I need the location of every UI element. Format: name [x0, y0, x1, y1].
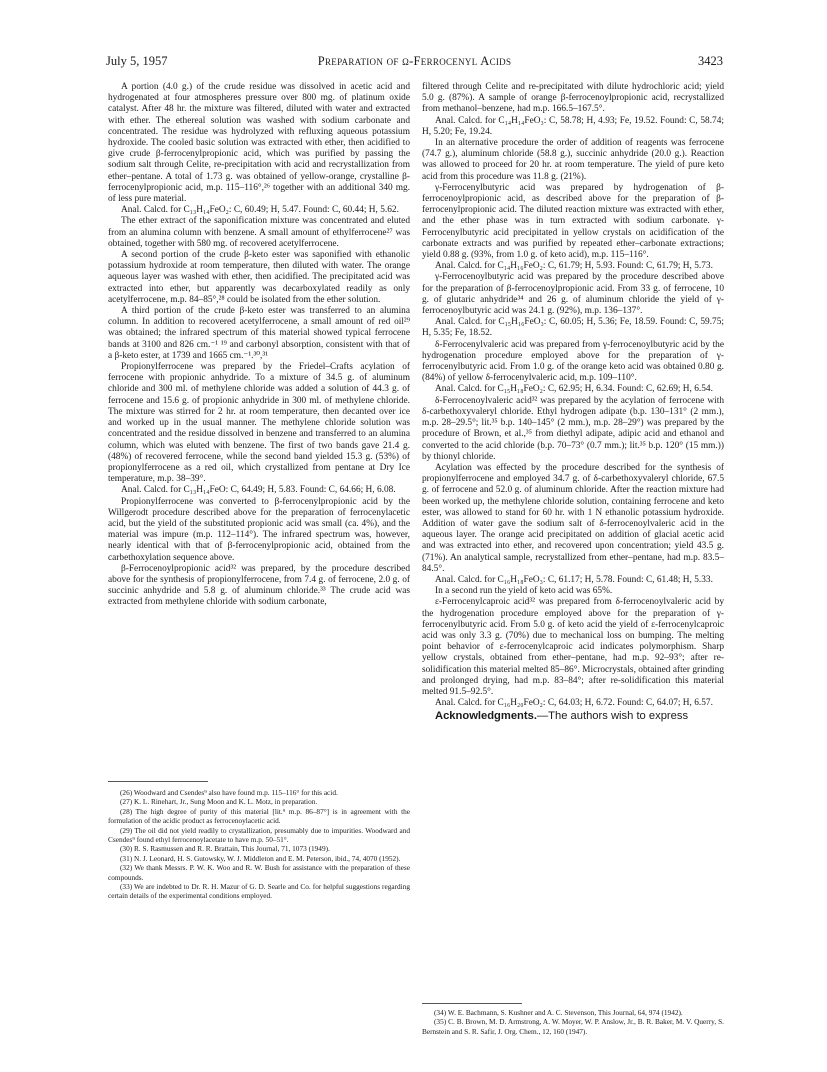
- acknowledgments-text: —The authors wish to express: [536, 710, 689, 723]
- paragraph: Acylation was effected by the procedure described for the synthesis of propionylferrocene and employed 34.7 g. of δ-carbethoxyvaleryl chloride, 67.5 g. of ferrocene and 52.0 g. of aluminum chloride. After the reaction mixture had been worked up, the methylene chloride solution, containing ferrocene and keto ester, was allowed to stand for 60 hr. with 1 N ethanolic potassium hydroxide. Addition of water gave the sodium salt of δ-ferrocenoylvaleric acid in the aqueous layer. The orange acid precipitated on addition of glacial acetic acid and was extracted into ether, and recovered upon concentration; yield 43.5 g. (71%). An analytical sample, recrystallized from ether–pentane, had m.p. 83.5–84.5°.: [422, 462, 724, 574]
- paragraph: Propionylferrocene was prepared by the Friedel–Crafts acylation of ferrocene with propionic anhydride. To a mixture of 34.5 g. of aluminum chloride and 300 ml. of methylene chloride was added a solution of 44.3 g. of ferrocene and 15.6 g. of propionic anhydride in 300 ml. of methylene chloride. The mixture was stirred for 2 hr. at room temperature, then decanted over ice and worked up in the usual manner. The methylene chloride solution was concentrated and the residue dissolved in benzene and transferred to an alumina column, which was eluted with benzene. The first of two bands gave 21.4 g. (48%) of recovered ferrocene, while the second band yielded 15.3 g. (53%) of propionylferrocene as a red oil, which crystallized from pentane at Dry Ice temperature, m.p. 38–39°.: [108, 362, 410, 485]
- analysis-line: Anal. Calcd. for C₁₆H₂₀FeO₂: C, 64.03; H, 6.72. Found: C, 64.07; H, 6.57.: [435, 698, 713, 709]
- paragraph: A portion (4.0 g.) of the crude residue was dissolved in acetic acid and hydrogenated at four atmospheres pressure over 800 mg. of platinum oxide catalyst. After 48 hr. the mixture was filtered, diluted with water and extracted with ether. The ethereal solution was washed with sodium carbonate and concentrated. The residue was hydrolyzed with refluxing aqueous potassium hydroxide. The cooled basic solution was extracted with ether, then acidified to give crude β-ferrocenylpropionic acid, which was purified by passing the sodium salt through Celite, re-precipitation with acid and recrystallization from ether–pentane. A total of 1.73 g. was obtained of yellow-orange, crystalline β-ferrocenylpropionic acid, m.p. 115–116°,²⁶ together with an additional 340 mg. of less pure material.: [108, 82, 410, 205]
- footnote: (30) R. S. Rasmussen and R. R. Brattain, This Journal, 71, 1073 (1949).: [120, 844, 330, 854]
- footnote: (29) The oil did not yield readily to crystallization, presumably due to impurities. Woodward and Csendes⁹ found ethyl ferrocenoylacetate to have m.p. 50–51°.: [108, 825, 410, 845]
- paragraph: δ-Ferrocenylvaleric acid was prepared from γ-ferrocenoylbutyric acid by the hydrogenation procedure employed above for the preparation of γ-ferrocenylbutyric acid. From 1.0 g. of the orange keto acid was obtained 0.80 g. (84%) of yellow δ-ferrocenylvaleric acid, m.p. 109–110°.: [422, 339, 724, 384]
- footnote-divider: [108, 781, 208, 782]
- left-column: [108, 82, 410, 609]
- paragraph: γ-Ferrocenoylbutyric acid was prepared by the procedure described above for the preparation of β-ferrocenoylpropionic acid. From 33 g. of ferrocene, 10 g. of glutaric anhydride³⁴ and 26 g. of aluminum chloride the yield of γ-ferrocenoylbutyric acid was 24.1 g. (92%), m.p. 136–137°.: [422, 272, 724, 317]
- paragraph: A third portion of the crude β-keto ester was transferred to an alumina column. In addition to recovered acetylferrocene, a small amount of red oil²⁹ was obtained; the infrared spectrum of this material showed typical ferrocene bands at 3100 and 826 cm.⁻¹ ¹⁹ and carbonyl absorption, consistent with that of a β-keto ester, at 1739 and 1665 cm.⁻¹.³⁰,³¹: [108, 306, 410, 361]
- analysis-line: Anal. Calcd. for C₁₅H₁₈FeO₂: C, 62.95; H, 6.34. Found: C, 62.69; H, 6.54.: [435, 384, 713, 395]
- footnote: (35) C. B. Brown, M. D. Armstrong, A. W. Moyer, W. P. Anslow, Jr., B. R. Baker, M. V. Querry, S. Bernstein and S. R. Safir, J. Org. Chem., 12, 160 (1947).: [422, 1017, 724, 1036]
- footnote-divider: [422, 1003, 522, 1004]
- paragraph: The ether extract of the saponification mixture was concentrated and eluted from an alumina column with benzene. A small amount of ethylferrocene²⁷ was obtained, together with 580 mg. of recovered acetylferrocene.: [108, 216, 410, 249]
- header-title: Preparation of ω-Ferrocenyl Acids: [317, 54, 512, 68]
- paragraph: In an alternative procedure the order of addition of reagents was ferrocene (74.7 g.), aluminum chloride (58.8 g.), succinic anhydride (20.0 g.). Reaction was allowed to proceed for 20 hr. at room temperature. The yield of pure keto acid from this procedure was 11.8 g. (21%).: [422, 138, 724, 182]
- analysis-line: Anal. Calcd. for C₁₃H₁₄FeO: C, 64.49; H, 5.83. Found: C, 64.66; H, 6.08.: [121, 485, 396, 496]
- page-number: 3423: [698, 54, 723, 68]
- analysis-line: Anal. Calcd. for C₁₄H₁₄FeO₃: C, 58.78; H, 4.93; Fe, 19.52. Found: C, 58.74; H, 5.20; Fe, 19.24.: [422, 115, 724, 137]
- header-date: July 5, 1957: [106, 54, 168, 68]
- paragraph: A second portion of the crude β-keto ester was saponified with ethanolic potassium hydroxide at room temperature, then diluted with water. The orange aqueous layer was washed with ether, then acidified. The precipitated acid was extracted into ether, but apparently was decarboxylated readily as only acetylferrocene, m.p. 84–85°,²⁸ could be isolated from the ether solution.: [108, 250, 410, 305]
- footnote: (31) N. J. Leonard, H. S. Gutowsky, W. J. Middleton and E. M. Peterson, ibid., 74, 4070 (1952).: [120, 853, 401, 863]
- right-footnotes: [422, 1008, 724, 1036]
- paragraph: filtered through Celite and re-precipitated with dilute hydrochloric acid; yield 5.0 g. (87%). A sample of orange β-ferrocenoylpropionic acid, recrystallized from methanol–benzene, had m.p. 166.5–167.5°.: [422, 82, 724, 115]
- analysis-line: Anal. Calcd. for C₁₆H₁₈FeO₃: C, 61.17; H, 5.78. Found: C, 61.48; H, 5.33.: [435, 574, 713, 585]
- paragraph: β-Ferrocenoylpropionic acid³² was prepared, by the procedure described above for the synthesis of propionylferrocene, from 7.4 g. of ferrocene, 2.0 g. of succinic anhydride and 5.8 g. of aluminum chloride.³³ The crude acid was extracted from methylene chloride with sodium carbonate,: [108, 563, 410, 608]
- footnote: (28) The high degree of purity of this material [lit.⁹ m.p. 86–87°] is in agreement with the formulation of the acidic product as ferrocenoylacetic acid.: [108, 806, 410, 826]
- analysis-line: Anal. Calcd. for C₁₄H₁₆FeO₂: C, 61.79; H, 5.93. Found: C, 61.79; H, 5.73.: [435, 261, 713, 272]
- footnote: (26) Woodward and Csendes⁹ also have found m.p. 115–116° for this acid.: [120, 788, 338, 797]
- paragraph: γ-Ferrocenylbutyric acid was prepared by hydrogenation of β-ferrocenoylpropionic acid, as described above for the preparation of β-ferrocenylpropionic acid. The diluted reaction mixture was extracted with ether, and the ether phase was in turn extracted with sodium carbonate. γ-Ferrocenylbutyric acid precipitated in yellow crystals on acidification of the carbonate extracts and was purified by repeated ether–carbonate extractions; yield 0.88 g. (93%, from 1.0 g. of keto acid), m.p. 115–116°.: [422, 182, 724, 261]
- acknowledgments: [422, 709, 724, 723]
- footnote: (27) K. L. Rinehart, Jr., Sung Moon and K. L. Motz, in preparation.: [120, 797, 318, 807]
- paragraph: Propionylferrocene was converted to β-ferrocenylpropionic acid by the Willgerodt procedure described above for the preparation of ferrocenylacetic acid, but the yield of the substituted propionic acid was small (ca. 4%), and the material was impure (m.p. 112–114°). The infrared spectrum was, however, nearly identical with that of β-ferrocenylpropionic acid, obtained from the carbethoxylation sequence above.: [108, 496, 410, 563]
- paragraph: ε-Ferrocenylcaproic acid³² was prepared from δ-ferrocenoylvaleric acid by the hydrogenation procedure employed above for the preparation of γ-ferrocenylbutyric acid. From 5.0 g. of keto acid the yield of ε-ferrocenylcaproic acid was only 3.3 g. (70%) due to mechanical loss on bumping. The melting point behavior of ε-ferrocenylcaproic acid indicates polymorphism. Sharp yellow crystals, obtained from ether–pentane, had m.p. 92–93°; after re-solidification this material melted 85–86°. Microcrystals, obtained after grinding and prolonged drying, had m.p. 83–84°; after re-solidification this material melted 91.5–92.5°.: [422, 597, 724, 697]
- paragraph: δ-Ferrocenoylvaleric acid³² was prepared by the acylation of ferrocene with δ-carbethoxyvaleryl chloride. Ethyl hydrogen adipate (b.p. 130–131° (2 mm.), m.p. 28–29.5°; lit.³⁵ b.p. 140–145° (2 mm.), m.p. 28–29°) was prepared by the procedure of Brown, et al.,³⁵ from diethyl adipate, adipic acid and ethanol and converted to the acid chloride (b.p. 70–73° (0.7 mm.); lit.³⁵ b.p. 120° (15 mm.)) by thionyl chloride.: [422, 395, 724, 462]
- acknowledgments-heading: Acknowledgments.: [435, 710, 537, 723]
- footnote: (34) W. E. Bachmann, S. Kushner and A. C. Stevenson, This Journal, 64, 974 (1942).: [434, 1008, 683, 1017]
- analysis-line: Anal. Calcd. for C₁₃H₁₄FeO₂: C, 60.49; H, 5.47. Found: C, 60.44; H, 5.62.: [121, 205, 399, 216]
- footnote: (33) We are indebted to Dr. R. H. Mazur of G. D. Searle and Co. for helpful suggestions regarding certain details of the experimental conditions employed.: [108, 882, 410, 901]
- right-column: [422, 82, 724, 723]
- footnote: (32) We thank Messrs. P. W. K. Woo and R. W. Bush for assistance with the preparation of these compounds.: [108, 863, 410, 882]
- paragraph: In a second run the yield of keto acid was 65%.: [435, 586, 613, 597]
- running-header: [106, 54, 723, 70]
- analysis-line: Anal. Calcd. for C₁₅H₁₆FeO₃: C, 60.05; H, 5.36; Fe, 18.59. Found: C, 59.75; H, 5.35; Fe, 18.52.: [422, 317, 724, 339]
- left-footnotes: [108, 788, 410, 901]
